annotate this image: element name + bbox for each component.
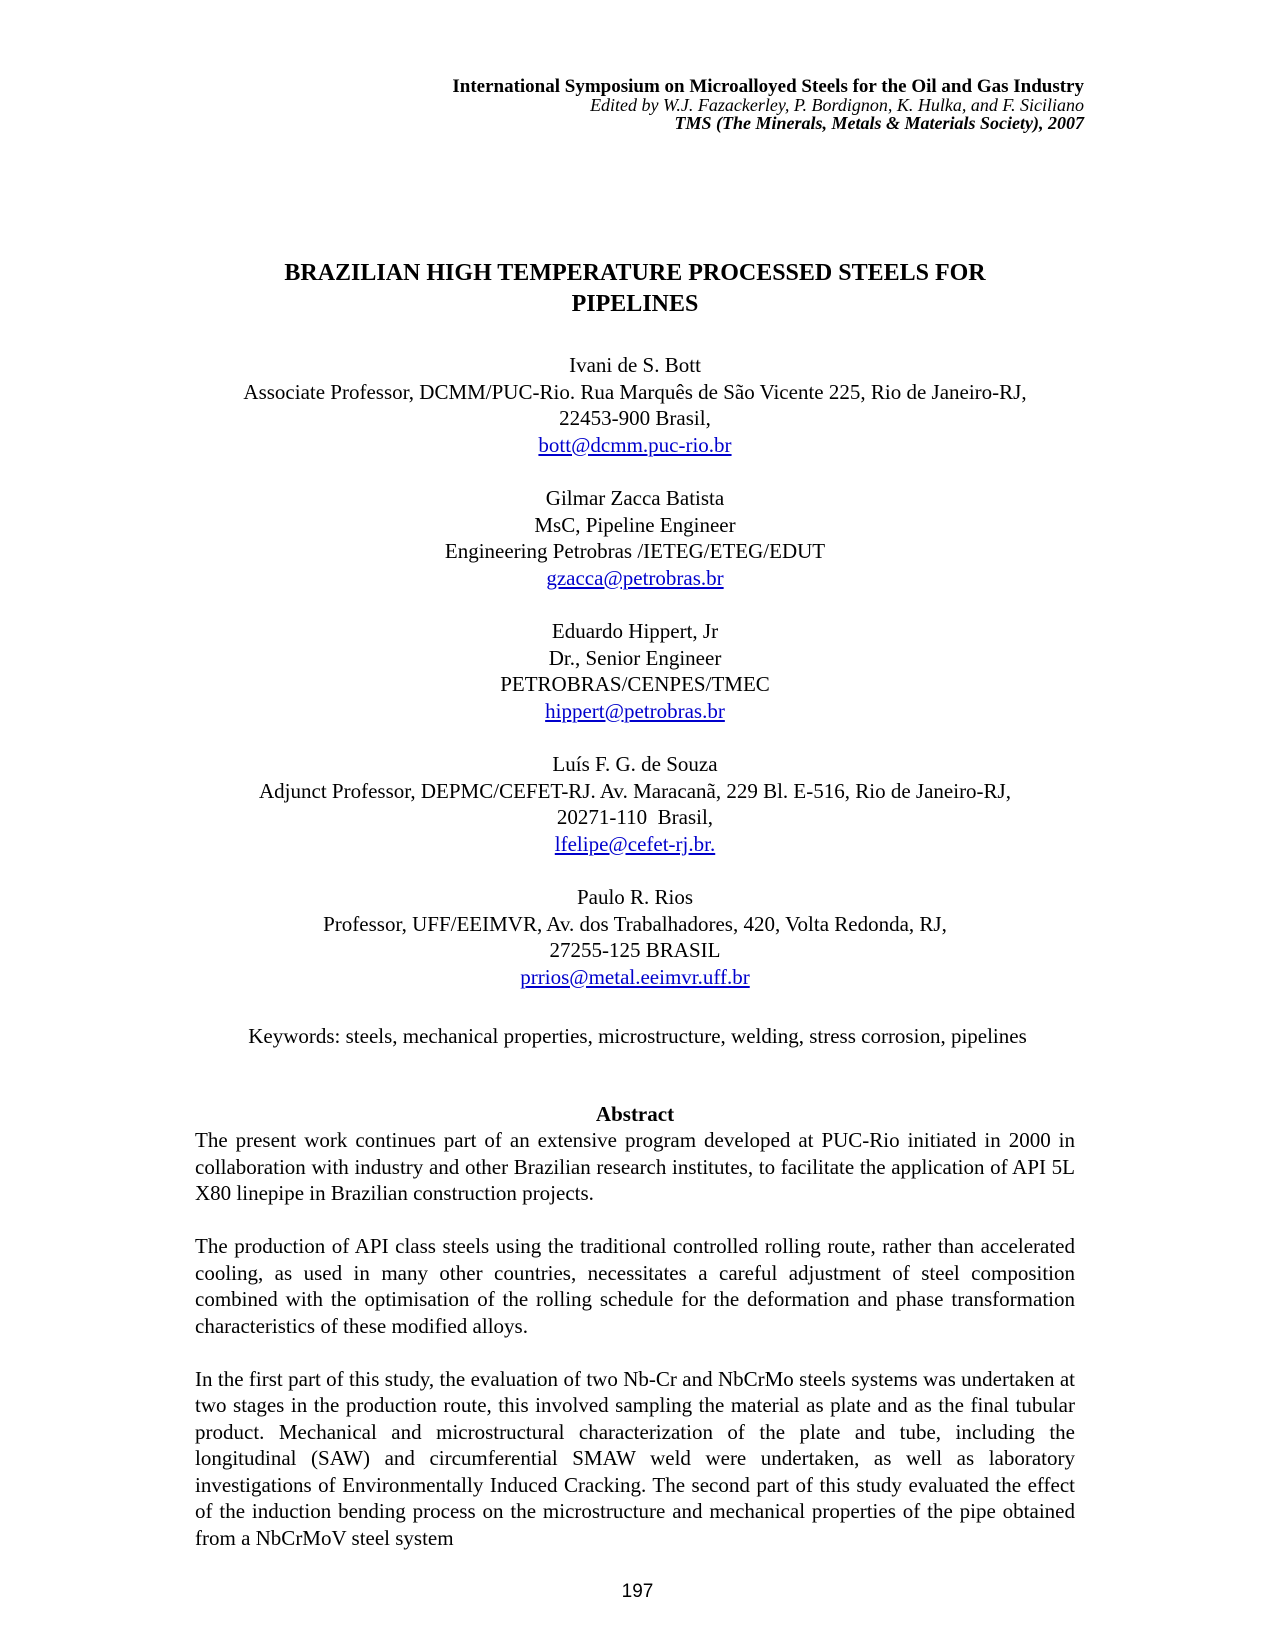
abstract-paragraph: In the first part of this study, the evaluation of two Nb-Cr and NbCrMo steels systems was undertaken at two stages in the production route, this involved sampling the material as plate and as the final tubular product. Mechanical and microstructural characterization of the plate and tube, including the longitudinal (SAW) and circumferential SMAW weld were undertaken, as well as laboratory investigations of Environmentally Induced Cracking. The second part of this study evaluated the effect of the induction bending process on the microstructure and mechanical properties of the pipe obtained from a NbCrMoV steel system bbox=[195, 1366, 1075, 1550]
paper-title-line-2: PIPELINES bbox=[571, 291, 699, 317]
author-block bbox=[180, 884, 1090, 990]
author-affiliation: Adjunct Professor, DEPMC/CEFET-RJ. Av. Maracanã, 229 Bl. E-516, Rio de Janeiro-RJ, bbox=[259, 778, 1011, 803]
paper-title-line-1: BRAZILIAN HIGH TEMPERATURE PROCESSED STEELS FOR bbox=[284, 260, 986, 286]
abstract-paragraph: The present work continues part of an extensive program developed at PUC-Rio initiated in 2000 in collaboration with industry and other Brazilian research institutes, to facilitate the application of API 5L X80 linepipe in Brazilian construction projects. bbox=[195, 1128, 1075, 1205]
author-block bbox=[180, 485, 1090, 591]
author-name: Eduardo Hippert, Jr bbox=[551, 619, 719, 643]
author-list bbox=[180, 352, 1090, 1017]
publisher-line: TMS (The Minerals, Metals & Materials Society), 2007 bbox=[674, 113, 1084, 133]
author-affiliation: 20271-110 Brasil, bbox=[556, 805, 714, 829]
author-email-link[interactable]: gzacca@petrobras.br bbox=[546, 565, 724, 590]
author-affiliation: Associate Professor, DCMM/PUC-Rio. Rua Marquês de São Vicente 225, Rio de Janeiro-RJ, bbox=[243, 379, 1027, 404]
abstract-paragraph: The production of API class steels using the traditional controlled rolling route, rather than accelerated cooling, as used in many other countries, necessitates a careful adjustment of steel composition combined with the optimisation of the rolling schedule for the deformation and phase transformation characteristics of these modified alloys. bbox=[195, 1234, 1075, 1338]
author-email-link[interactable]: hippert@petrobras.br bbox=[545, 698, 725, 723]
author-affiliation: 22453-900 Brasil, bbox=[559, 406, 711, 430]
author-affiliation: Professor, UFF/EEIMVR, Av. dos Trabalhadores, 420, Volta Redonda, RJ, bbox=[323, 911, 947, 936]
author-name: Paulo R. Rios bbox=[576, 885, 694, 909]
page-number: 197 bbox=[621, 1581, 654, 1602]
author-block bbox=[180, 618, 1090, 724]
keywords-line: Keywords: steels, mechanical properties, microstructure, welding, stress corrosion, pipelines bbox=[248, 1024, 1027, 1048]
proceedings-header bbox=[452, 78, 1084, 132]
author-affiliation: MsC, Pipeline Engineer bbox=[534, 512, 736, 537]
abstract-heading: Abstract bbox=[595, 1102, 675, 1126]
abstract-body bbox=[195, 1127, 1075, 1578]
author-name: Luís F. G. de Souza bbox=[552, 752, 718, 776]
author-email-link[interactable]: prrios@metal.eeimvr.uff.br bbox=[520, 964, 750, 989]
author-email-link[interactable]: lfelipe@cefet-rj.br. bbox=[554, 831, 716, 856]
author-email-link[interactable]: bott@dcmm.puc-rio.br bbox=[538, 432, 732, 457]
author-block bbox=[180, 352, 1090, 458]
symposium-title: International Symposium on Microalloyed Steels for the Oil and Gas Industry bbox=[452, 76, 1084, 97]
author-block bbox=[180, 751, 1090, 857]
author-affiliation: Dr., Senior Engineer bbox=[548, 645, 722, 670]
author-name: Ivani de S. Bott bbox=[569, 353, 701, 377]
author-affiliation: 27255-125 BRASIL bbox=[549, 938, 721, 962]
editors-line: Edited by W.J. Fazackerley, P. Bordignon, K. Hulka, and F. Siciliano bbox=[590, 95, 1084, 115]
author-name: Gilmar Zacca Batista bbox=[545, 486, 725, 510]
author-affiliation: PETROBRAS/CENPES/TMEC bbox=[500, 672, 770, 696]
paper-title bbox=[195, 258, 1075, 320]
author-affiliation: Engineering Petrobras /IETEG/ETEG/EDUT bbox=[444, 539, 826, 563]
